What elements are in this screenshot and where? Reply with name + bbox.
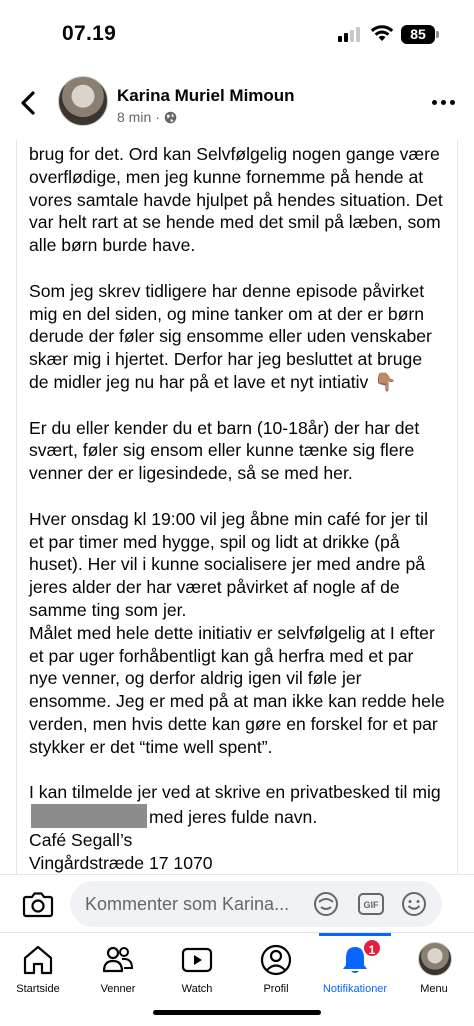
cafe-name: Café Segall’s: [29, 829, 133, 850]
post-paragraph: [29, 781, 445, 829]
nav-label: Menu: [420, 983, 448, 995]
nav-label: Notifikationer: [322, 983, 388, 995]
comment-input[interactable]: [70, 881, 442, 927]
redacted-name: [31, 804, 147, 828]
nav-label: Venner: [100, 983, 136, 995]
nav-watch[interactable]: [157, 933, 237, 1003]
profile-icon: [259, 943, 293, 977]
post-paragraph: Hver onsdag kl 19:00 vil jeg åbne min café for jer til et par timer med hygge, spil og lidt at drikke (på huset). Her vil i kunne socialisere jer med andre på jeres alder der har været påvirket af nogle af de samme ting som jer.: [29, 508, 428, 620]
globe-icon: [164, 111, 177, 124]
camera-icon[interactable]: [22, 889, 54, 919]
author-avatar[interactable]: [58, 76, 108, 126]
more-options-button[interactable]: [432, 100, 455, 105]
nav-label: Profil: [263, 983, 289, 995]
meta-separator: ·: [155, 109, 160, 125]
post-paragraph: brug for det. Ord kan Selvfølgelig nogen gange være overflødige, men jeg kunne fornemme på hende at vores samtale havde hjulpet på hendes situation. Det var helt rart at se hende med det smil på læben, som alle børn burde have.: [29, 144, 443, 256]
emoji-icon[interactable]: [400, 890, 428, 918]
back-arrow-icon[interactable]: [14, 88, 44, 118]
status-time: 07.19: [62, 22, 117, 45]
pointing-down-emoji: 👇🏽: [374, 371, 397, 392]
more-dot-icon: [432, 100, 437, 105]
nav-label: Watch: [181, 983, 213, 995]
home-indicator: [153, 1010, 321, 1015]
more-dot-icon: [441, 100, 446, 105]
nav-profile[interactable]: [236, 933, 316, 1003]
menu-avatar[interactable]: [418, 942, 452, 976]
watch-icon: [180, 943, 214, 977]
nav-notifications[interactable]: [315, 933, 395, 1003]
post-paragraph: Målet med hele dette initiativ er selvfølgelig at I efter et par uger forhåbentligt kan gå herfra med et par nye venner, og derfor aldrig igen vil føle jer ensomme. Jeg er med på at man ikke kan redde hele verden, men hvis dette kan gøre en forskel for et par stykker er det “time well spent”.: [29, 622, 445, 757]
status-bar: [0, 0, 474, 70]
author-name[interactable]: Karina Muriel Mimoun: [117, 86, 295, 105]
home-icon: [21, 943, 55, 977]
avatar-sticker-icon[interactable]: [312, 890, 340, 918]
cafe-address: Vingårdstræde 17 1070: [29, 852, 213, 873]
battery-tip: [436, 31, 439, 38]
post-time[interactable]: 8 min: [117, 109, 152, 125]
signup-prefix: mig: [412, 782, 441, 803]
comment-placeholder: Kommenter som Karina...: [85, 894, 290, 914]
battery-indicator: 85: [401, 25, 435, 44]
nav-home[interactable]: [0, 933, 78, 1003]
post-content: [16, 140, 458, 874]
more-dot-icon: [450, 100, 455, 105]
nav-label: Startside: [16, 983, 60, 995]
nav-friends[interactable]: [78, 933, 158, 1003]
post-text: [17, 140, 457, 874]
signup-suffix: med jeres fulde navn.: [149, 807, 318, 828]
cellular-signal-icon: [338, 26, 360, 42]
signup-text: I kan tilmelde jer ved at skrive en privatbesked til: [29, 782, 408, 803]
comment-bar: [0, 874, 474, 932]
notification-badge: 1: [362, 938, 382, 958]
wifi-icon: [370, 24, 394, 42]
post-header: [0, 70, 474, 148]
friends-icon: [101, 943, 135, 977]
post-paragraph: Er du eller kender du et barn (10-18år) der har det svært, føler sig ensom eller kunne tænke sig flere venner der er ligesindede, så se med her.: [29, 417, 420, 484]
gif-icon[interactable]: [357, 890, 385, 918]
post-paragraph-text: Som jeg skrev tidligere har denne episode påvirket mig en del siden, og mine tanker om at der er børn derude der føler sig ensomme eller uden venskaber skær mig i hjertet. Derfor har jeg besluttet at bruge de midler jeg nu har på et lave et nyt intiativ: [29, 280, 432, 392]
post-paragraph: [29, 280, 445, 394]
svg-text:GIF: GIF: [363, 900, 379, 910]
post-meta: [117, 109, 177, 125]
